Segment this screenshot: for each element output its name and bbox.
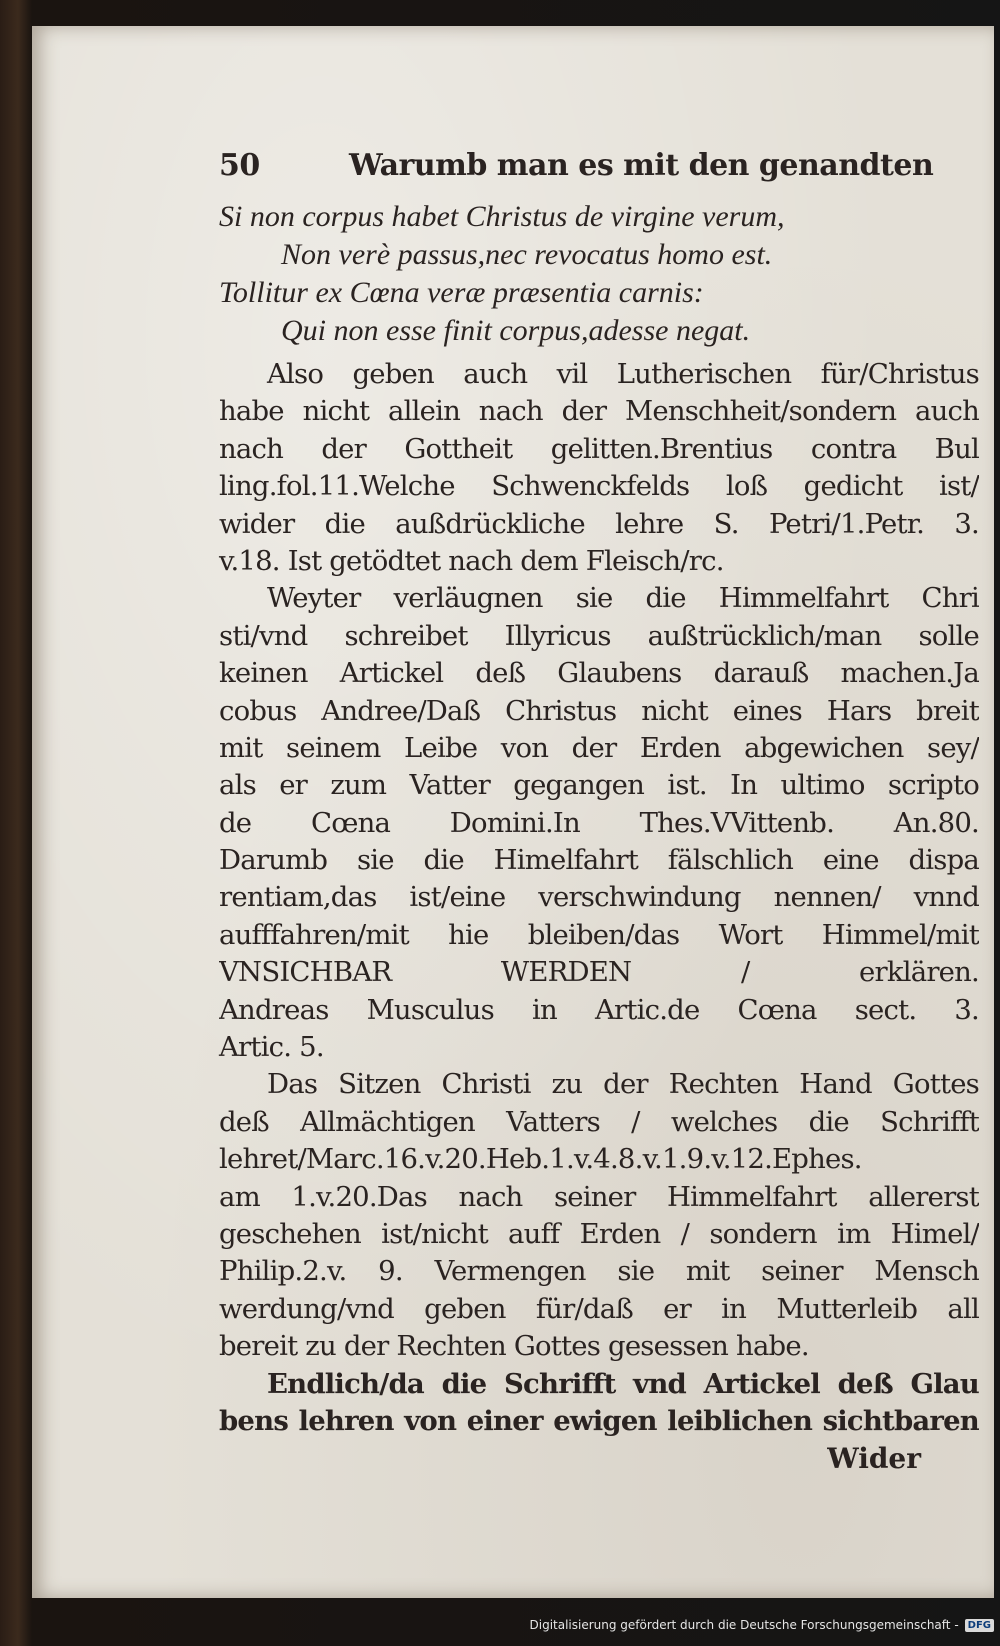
- page-number: 50: [219, 148, 260, 183]
- text-line: als er zum Vatter gegangen ist. In ultimo scripto: [219, 769, 979, 802]
- text-line: Andreas Musculus in Artic.de Cœna sect. 3.: [219, 993, 979, 1026]
- text-line: sti/vnd schreibet Illyricus außtrücklich/man solle: [219, 619, 979, 652]
- text-line: geschehen ist/nicht auff Erden / sondern im Himel/: [219, 1218, 979, 1251]
- text-line: cobus Andree/Daß Christus nicht eines Hars breit: [219, 694, 979, 727]
- text-line: rentiam,das ist/eine verschwindung nennen/ vnnd: [219, 881, 979, 914]
- paragraph-3: [219, 1066, 979, 1365]
- text-line: Das Sitzen Christi zu der Rechten Hand Gottes: [267, 1068, 979, 1101]
- text-line: wider die außdrückliche lehre S. Petri/1.Petr. 3.: [219, 507, 979, 540]
- dfg-logo: DFG: [965, 1619, 994, 1632]
- verse-line: Non verè passus,nec revocatus homo est.: [281, 238, 773, 271]
- verse-line: Qui non esse finit corpus,adesse negat.: [281, 314, 751, 347]
- text-line: deß Allmächtigen Vatters / welches die Schrifft: [219, 1105, 979, 1138]
- text-line: mit seinem Leibe von der Erden abgewichen sey/: [219, 731, 979, 764]
- text-line: nach der Gottheit gelitten.Brentius contra Bul: [219, 432, 979, 465]
- verse-line: Si non corpus habet Christus de virgine verum,: [219, 200, 785, 233]
- text-line: Darumb sie die Himelfahrt fälschlich eine dispa: [219, 844, 979, 877]
- text-line: werdung/vnd geben für/daß er in Mutterleib all: [219, 1292, 979, 1325]
- verse-line: Tollitur ex Cœna veræ præsentia carnis:: [219, 276, 704, 309]
- text-line: Also geben auch vil Lutherischen für/Christus: [267, 358, 979, 390]
- catchword: Wider: [827, 1442, 921, 1476]
- text-line: lehret/Marc.16.v.20.Heb.1.v.4.8.v.1.9.v.12.Ephes.: [219, 1143, 862, 1176]
- text-line: Weyter verläugnen sie die Himmelfahrt Chri: [267, 582, 979, 615]
- text-line: de Cœna Domini.In Thes.VVittenb. An.80.: [219, 806, 979, 839]
- digitization-footer: [530, 1610, 995, 1640]
- text-line: v.18. Ist getödtet nach dem Fleisch/rc.: [219, 544, 724, 577]
- text-line: bens lehren von einer ewigen leiblichen sichtbaren: [219, 1404, 979, 1437]
- text-line: habe nicht allein nach der Menschheit/sondern auch: [219, 395, 979, 428]
- book-page: [32, 26, 994, 1598]
- text-line: am 1.v.20.Das nach seiner Himmelfahrt allererst: [219, 1180, 979, 1213]
- text-line: VNSICHBAR WERDEN / erklären.: [219, 956, 979, 989]
- paragraph-2: [219, 580, 979, 1066]
- text-line: ling.fol.11.Welche Schwenckfelds loß gedicht ist/: [219, 470, 979, 503]
- text-line: keinen Artickel deß Glaubens darauß machen.Ja: [219, 657, 979, 690]
- funding-credit: Digitalisierung gefördert durch die Deutsche Forschungsgemeinschaft -: [529, 1618, 959, 1632]
- text-line: Philip.2.v. 9. Vermengen sie mit seiner Mensch: [219, 1255, 979, 1288]
- text-line: Artic. 5.: [219, 1031, 324, 1064]
- latin-verses: [219, 198, 979, 350]
- text-line: aufffahren/mit hie bleiben/das Wort Himmel/mit: [219, 918, 979, 951]
- page-header: [219, 148, 979, 198]
- text-line: Endlich/da die Schrifft vnd Artickel deß Glau: [267, 1367, 979, 1400]
- running-head: Warumb man es mit den genandten: [349, 148, 934, 183]
- page-content: [219, 148, 979, 1478]
- paragraph-4: [219, 1366, 979, 1441]
- text-line: bereit zu der Rechten Gottes gesessen habe.: [219, 1330, 809, 1363]
- paragraph-1: [219, 356, 979, 580]
